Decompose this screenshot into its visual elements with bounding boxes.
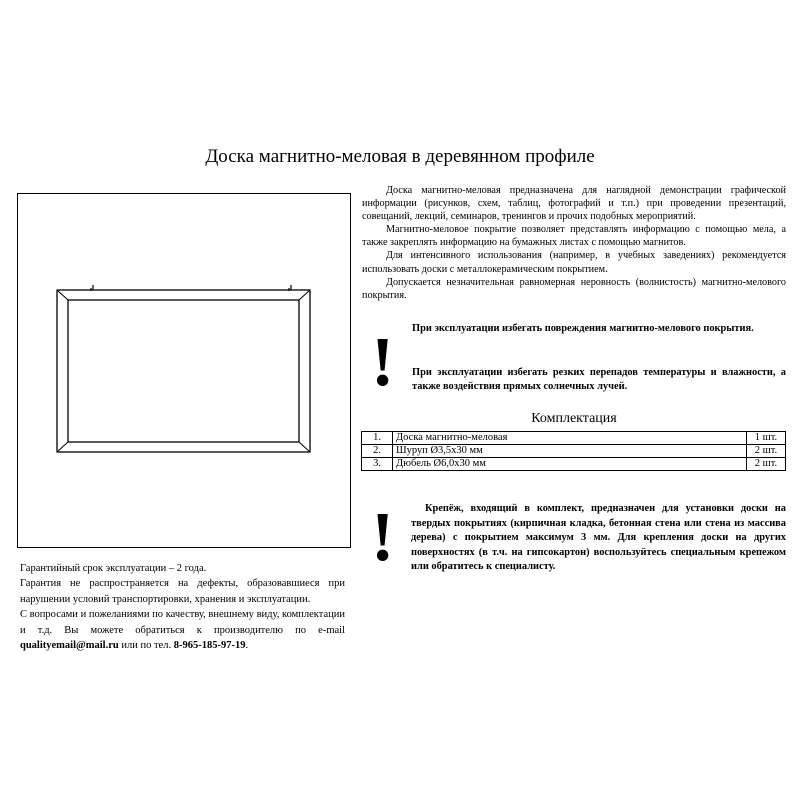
warranty-info <box>20 561 345 653</box>
item-qty: 2 шт. <box>747 445 786 458</box>
exclamation-icon: ! <box>371 324 395 401</box>
warning-climate: При эксплуатации избегать резких перепадов температуры и влажности, а также воздействия прямых солнечных лучей. <box>412 367 786 392</box>
contact-phone: 8-965-185-97-19 <box>173 640 246 652</box>
table-row <box>362 445 786 458</box>
page-title: Доска магнитно-меловая в деревянном профиле <box>205 146 595 167</box>
exclamation-icon: ! <box>371 499 395 576</box>
item-name: Доска магнитно-меловая <box>393 432 747 445</box>
mounting-note: Крепёж, входящий в комплект, предназначен для установки доски на твердых покрытиях (кирпичная кладка, бетонная стена или стена из массива дерева) с покрытием максимум 3 мм. Для крепления доски на других поверхностях (в т.ч. на гипсокартон) воспользуйтесь специальным крепежом или обратитесь к специалисту. <box>411 503 786 572</box>
item-name: Шуруп Ø3,5x30 мм <box>393 445 747 458</box>
description-paragraph: Магнитно-меловое покрытие позволяет представлять информацию с помощью мела, а также закреплять информацию на бумажных листах с помощью магнитов. <box>362 224 786 249</box>
board-drawing <box>18 194 352 549</box>
item-name: Дюбель Ø6,0x30 мм <box>393 458 747 471</box>
item-qty: 2 шт. <box>747 458 786 471</box>
warning-surface: При эксплуатации избегать повреждения магнитно-мелового покрытия. <box>412 323 754 334</box>
kit-title: Комплектация <box>531 411 617 426</box>
contact-text: С вопросами и пожеланиями по качеству, внешнему виду, комплектации и т.д. Вы можете обратиться к производителю по e-mail <box>20 609 345 636</box>
row-number: 1. <box>362 432 393 445</box>
contact-phone-prefix: или по тел. <box>118 640 174 652</box>
contact-info <box>20 607 345 653</box>
warranty-term: Гарантийный срок эксплуатации – 2 года. <box>20 563 207 574</box>
item-qty: 1 шт. <box>747 432 786 445</box>
description <box>362 184 786 302</box>
contact-end: . <box>245 640 249 652</box>
warranty-exclusions: Гарантия не распространяется на дефекты, образовавшиеся при нарушении условий транспортировки, хранения и эксплуатации. <box>20 578 345 605</box>
row-number: 2. <box>362 445 393 458</box>
row-number: 3. <box>362 458 393 471</box>
table-row <box>362 458 786 471</box>
description-paragraph: Доска магнитно-меловая предназначена для наглядной демонстрации графической информации (рисунков, схем, таблиц, фотографий и т.п.) при проведении презентаций, совещаний, лекций, семинаров, тренингов и прочих подобных мероприятий. <box>362 185 786 223</box>
contact-email: qualityemail@mail.ru <box>20 640 119 652</box>
board-illustration <box>17 193 351 548</box>
kit-table <box>361 431 786 471</box>
table-row <box>362 432 786 445</box>
description-paragraph: Для интенсивного использования (например, в учебных заведениях) рекомендуется использовать доски с металлокерамическим покрытием. <box>362 250 786 275</box>
description-paragraph: Допускается незначительная равномерная неровность (волнистость) магнитно-мелового покрытия. <box>362 276 786 301</box>
